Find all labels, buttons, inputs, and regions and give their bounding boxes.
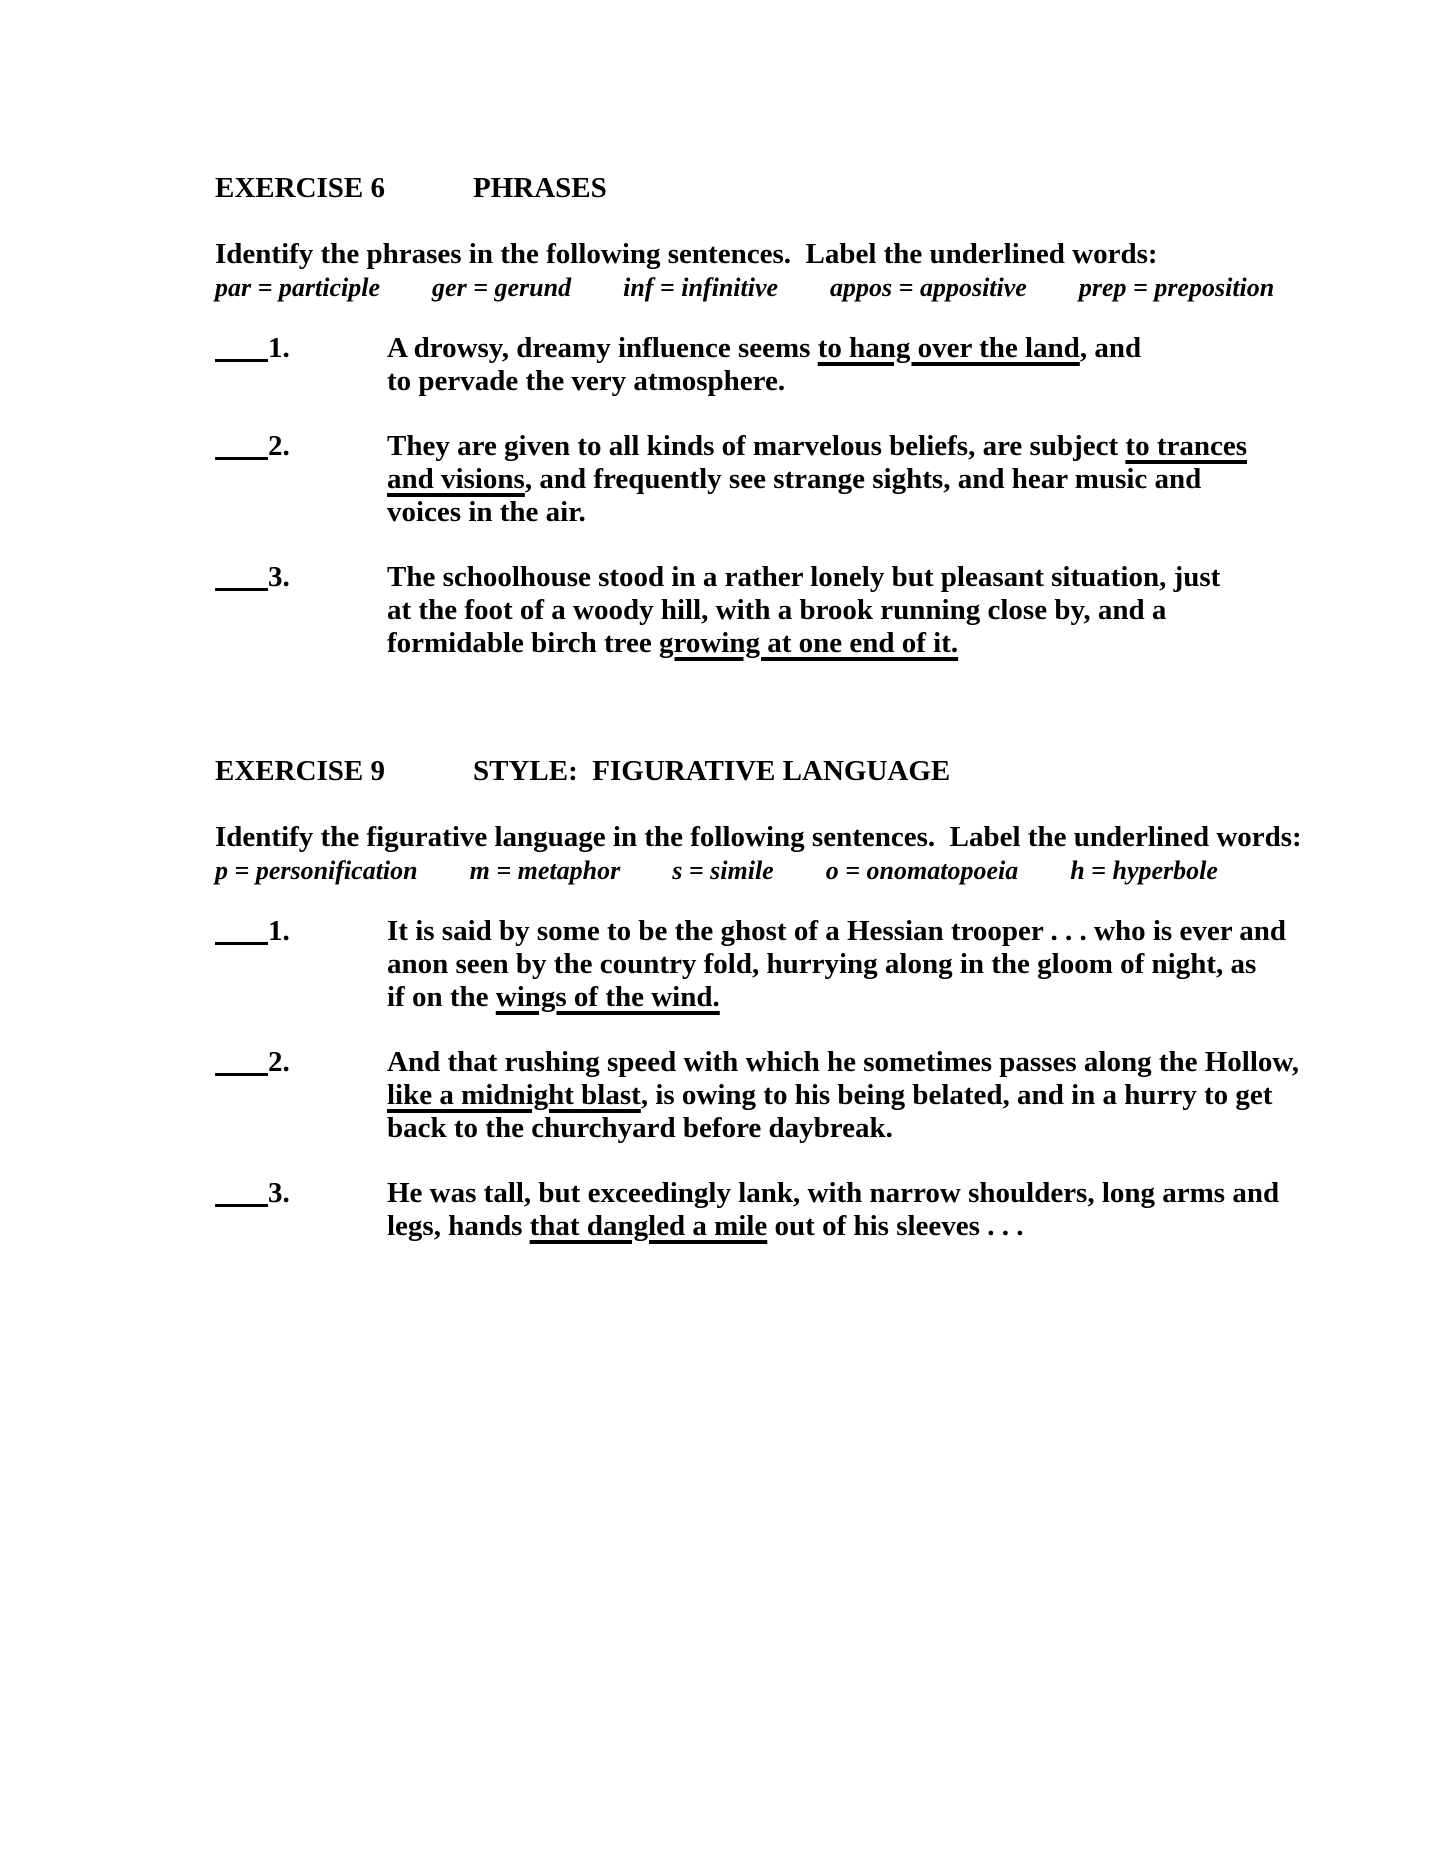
underlined-phrase: to trances [1125, 430, 1247, 462]
abbreviation-entry: p = personification [215, 856, 418, 885]
text-segment: if on the [387, 981, 496, 1013]
text-segment: The schoolhouse stood in a rather lonely but pleasant situation, just [387, 561, 1221, 593]
exercise-item [215, 915, 1385, 1014]
item-sentence [387, 1046, 1299, 1145]
abbreviation-entry: appos = appositive [830, 273, 1027, 302]
abbreviation-key [215, 854, 1385, 887]
underlined-phrase: like a midnight blast [387, 1079, 641, 1111]
exercise-items [215, 915, 1385, 1243]
answer-blank-line [215, 1073, 268, 1076]
exercise-item [215, 561, 1385, 660]
answer-blank-line [215, 457, 268, 460]
text-segment: anon seen by the country fold, hurrying along in the gloom of night, as [387, 948, 1257, 980]
abbreviation-entry: par = participle [215, 273, 381, 302]
exercise-item [215, 430, 1385, 529]
sentence-line [387, 1112, 1299, 1145]
sentence-line [387, 981, 1286, 1014]
sentence-line [387, 1046, 1299, 1079]
answer-blank-line [215, 359, 268, 362]
text-segment: at the foot of a woody hill, with a brook running close by, and a [387, 594, 1167, 626]
item-number-cell [215, 430, 387, 529]
item-number-cell [215, 561, 387, 660]
text-segment: , is owing to his being belated, and in a hurry to get [640, 1079, 1273, 1111]
text-segment: , and [1079, 332, 1142, 364]
item-sentence [387, 561, 1220, 660]
item-sentence [387, 915, 1286, 1014]
text-segment: And that rushing speed with which he sometimes passes along the Hollow, [387, 1046, 1299, 1078]
abbreviation-entry: inf = infinitive [623, 273, 779, 302]
answer-blank-line [215, 588, 268, 591]
sentence-line [387, 561, 1220, 594]
exercise-items [215, 332, 1385, 660]
exercise-label: EXERCISE 9 [215, 755, 386, 787]
underlined-phrase: to hang over the land [817, 332, 1080, 364]
exercise-item [215, 1177, 1385, 1243]
exercise-6-section [215, 172, 1385, 660]
text-segment: , and frequently see strange sights, and hear music and [524, 463, 1202, 495]
item-number: 1. [268, 915, 290, 947]
exercise-title: STYLE: FIGURATIVE LANGUAGE [473, 755, 951, 787]
abbreviation-entry: prep = preposition [1078, 273, 1275, 302]
text-segment: He was tall, but exceedingly lank, with narrow shoulders, long arms and [387, 1177, 1280, 1209]
abbreviation-entry: m = metaphor [469, 856, 621, 885]
underlined-phrase: and visions [387, 463, 525, 495]
text-segment: formidable birch tree [387, 627, 659, 659]
sentence-line [387, 915, 1286, 948]
sentence-line [387, 594, 1220, 627]
text-segment: A drowsy, dreamy influence seems [387, 332, 818, 364]
item-number-cell [215, 332, 387, 398]
item-number: 2. [268, 430, 290, 462]
abbreviation-entry: h = hyperbole [1070, 856, 1218, 885]
sentence-line [387, 948, 1286, 981]
sentence-line [387, 1079, 1299, 1112]
text-segment: back to the churchyard before daybreak. [387, 1112, 893, 1144]
abbreviation-entry: ger = gerund [432, 273, 572, 302]
sentence-line [387, 1210, 1279, 1243]
answer-blank-line [215, 1204, 268, 1207]
underlined-phrase: growing at one end of it. [658, 627, 959, 659]
exercise-item [215, 332, 1385, 398]
text-segment: out of his sleeves . . . [767, 1210, 1024, 1242]
exercise-label: EXERCISE 6 [215, 172, 386, 204]
exercise-item [215, 1046, 1385, 1145]
item-number: 3. [268, 561, 290, 593]
item-sentence [387, 430, 1247, 529]
text-segment: They are given to all kinds of marvelous beliefs, are subject [387, 430, 1126, 462]
sentence-line [387, 332, 1141, 365]
text-segment: legs, hands [387, 1210, 530, 1242]
exercise-title: PHRASES [473, 172, 607, 204]
item-number: 3. [268, 1177, 290, 1209]
sentence-line [387, 365, 1141, 398]
item-number-cell [215, 1046, 387, 1145]
abbreviation-entry: s = simile [672, 856, 774, 885]
answer-blank-line [215, 942, 268, 945]
sentence-line [387, 627, 1220, 660]
sentence-line [387, 463, 1247, 496]
abbreviation-entry: o = onomatopoeia [825, 856, 1019, 885]
sentence-line [387, 496, 1247, 529]
exercise-instructions: Identify the phrases in the following sentences. Label the underlined words: [215, 238, 1158, 270]
exercise-header [215, 172, 1385, 205]
item-sentence [387, 332, 1141, 398]
underlined-phrase: that dangled a mile [529, 1210, 768, 1242]
text-segment: to pervade the very atmosphere. [387, 365, 786, 397]
exercise-instructions: Identify the figurative language in the following sentences. Label the underlined words: [215, 821, 1302, 853]
item-number-cell [215, 1177, 387, 1243]
exercise-header [215, 755, 1385, 788]
sentence-line [387, 1177, 1279, 1210]
item-number: 1. [268, 332, 290, 364]
underlined-phrase: wings of the wind. [495, 981, 720, 1013]
text-segment: voices in the air. [387, 496, 586, 528]
abbreviation-key [215, 271, 1385, 304]
text-segment: It is said by some to be the ghost of a Hessian trooper . . . who is ever and [387, 915, 1287, 947]
exercise-9-section [215, 755, 1385, 1243]
item-number-cell [215, 915, 387, 1014]
item-number: 2. [268, 1046, 290, 1078]
sentence-line [387, 430, 1247, 463]
item-sentence [387, 1177, 1279, 1243]
